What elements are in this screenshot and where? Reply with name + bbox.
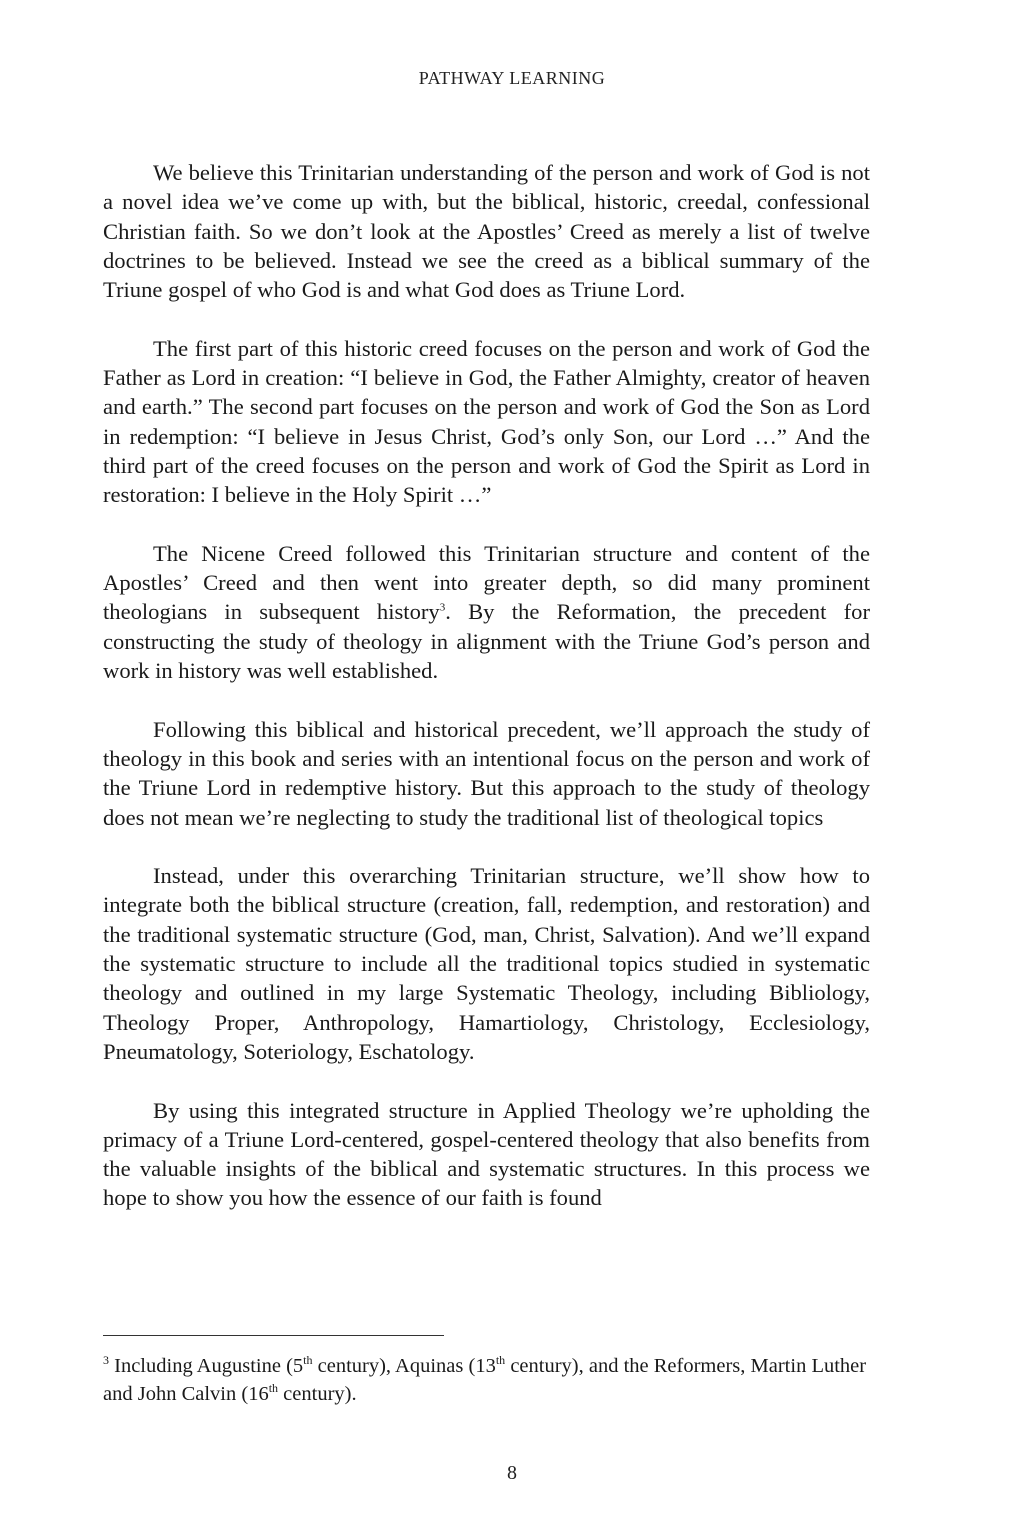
paragraph-2: The first part of this historic creed focuses on the person and work of God the Father as Lord in creation: “I believe in God, the Father Almighty, creator of heaven and earth.” The second part focuses on the person and work of God the Son as Lord in redemption: “I believe in Jesus Christ, God’s only Son, our Lord …” And the third part of the creed focuses on the person and work of God the Spirit as Lord in restoration: I believe in the Holy Spirit …” [103,335,870,508]
footnote-text-3: century), and the Reformers, Martin Luther and John Calvin (16 [103,1355,867,1405]
footnote-text-1: Including Augustine (5 [109,1355,304,1377]
paragraph-3 [103,539,870,685]
footnote-number: 3 [103,1353,109,1368]
paragraph-3-text-before: The Nicene Creed followed this Trinitarian structure and content of the Apostles’ Creed and then went into greater depth, so did many prominent theologians in subsequent history [103,540,870,625]
paragraph-4: Following this biblical and historical precedent, we’ll approach the study of theology in this book and series with an intentional focus on the person and work of the Triune Lord in redemptive history. But this approach to the study of theology does not mean we’re neglecting to study the traditional list of theological topics [103,716,870,830]
page-number: 8 [507,1462,517,1484]
footnote-ordinal-2: th [495,1353,506,1368]
footnote-text-4: century). [278,1383,357,1405]
footnote-reference[interactable]: 3 [439,601,446,614]
footnote [103,1352,883,1408]
paragraph-5: Instead, under this overarching Trinitarian structure, we’ll show how to integrate both the biblical structure (creation, fall, redemption, and restoration) and the traditional systematic structure (God, man, Christ, Salvation). And we’ll expand the systematic structure to include all the traditional topics studied in systematic theology and outlined in my large Systematic Theology, including Bibliology, Theology Proper, Anthropology, Hamartiology, Christology, Ecclesiology, Pneumatology, Soteriology, Eschatology. [103,863,870,1064]
paragraph-6: By using this integrated structure in Applied Theology we’re upholding the primacy of a Triune Lord-centered, gospel-centered theology that also benefits from the valuable insights of the biblical and systematic structures. In this process we hope to show you how the essence of our faith is found [103,1097,870,1211]
paragraph-3-text-after: . By the Reformation, the precedent for constructing the study of theology in alignment with the Triune God’s person and work in history was well established. [103,599,870,684]
footnote-divider [103,1335,444,1336]
footnote-ordinal-1: th [303,1353,313,1368]
paragraph-1: We believe this Trinitarian understanding of the person and work of God is not a novel idea we’ve come up with, but the biblical, historic, creedal, confessional Christian faith. So we don’t look at the Apostles’ Creed as merely a list of twelve doctrines to be believed. Instead we see the creed as a biblical summary of the Triune gospel of who God is and what God does as Triune Lord. [103,160,870,303]
footnote-ordinal-3: th [268,1381,279,1396]
footnote-text-2: century), Aquinas (13 [312,1355,496,1377]
running-header: PATHWAY LEARNING [418,68,606,88]
body-text [103,158,870,1213]
